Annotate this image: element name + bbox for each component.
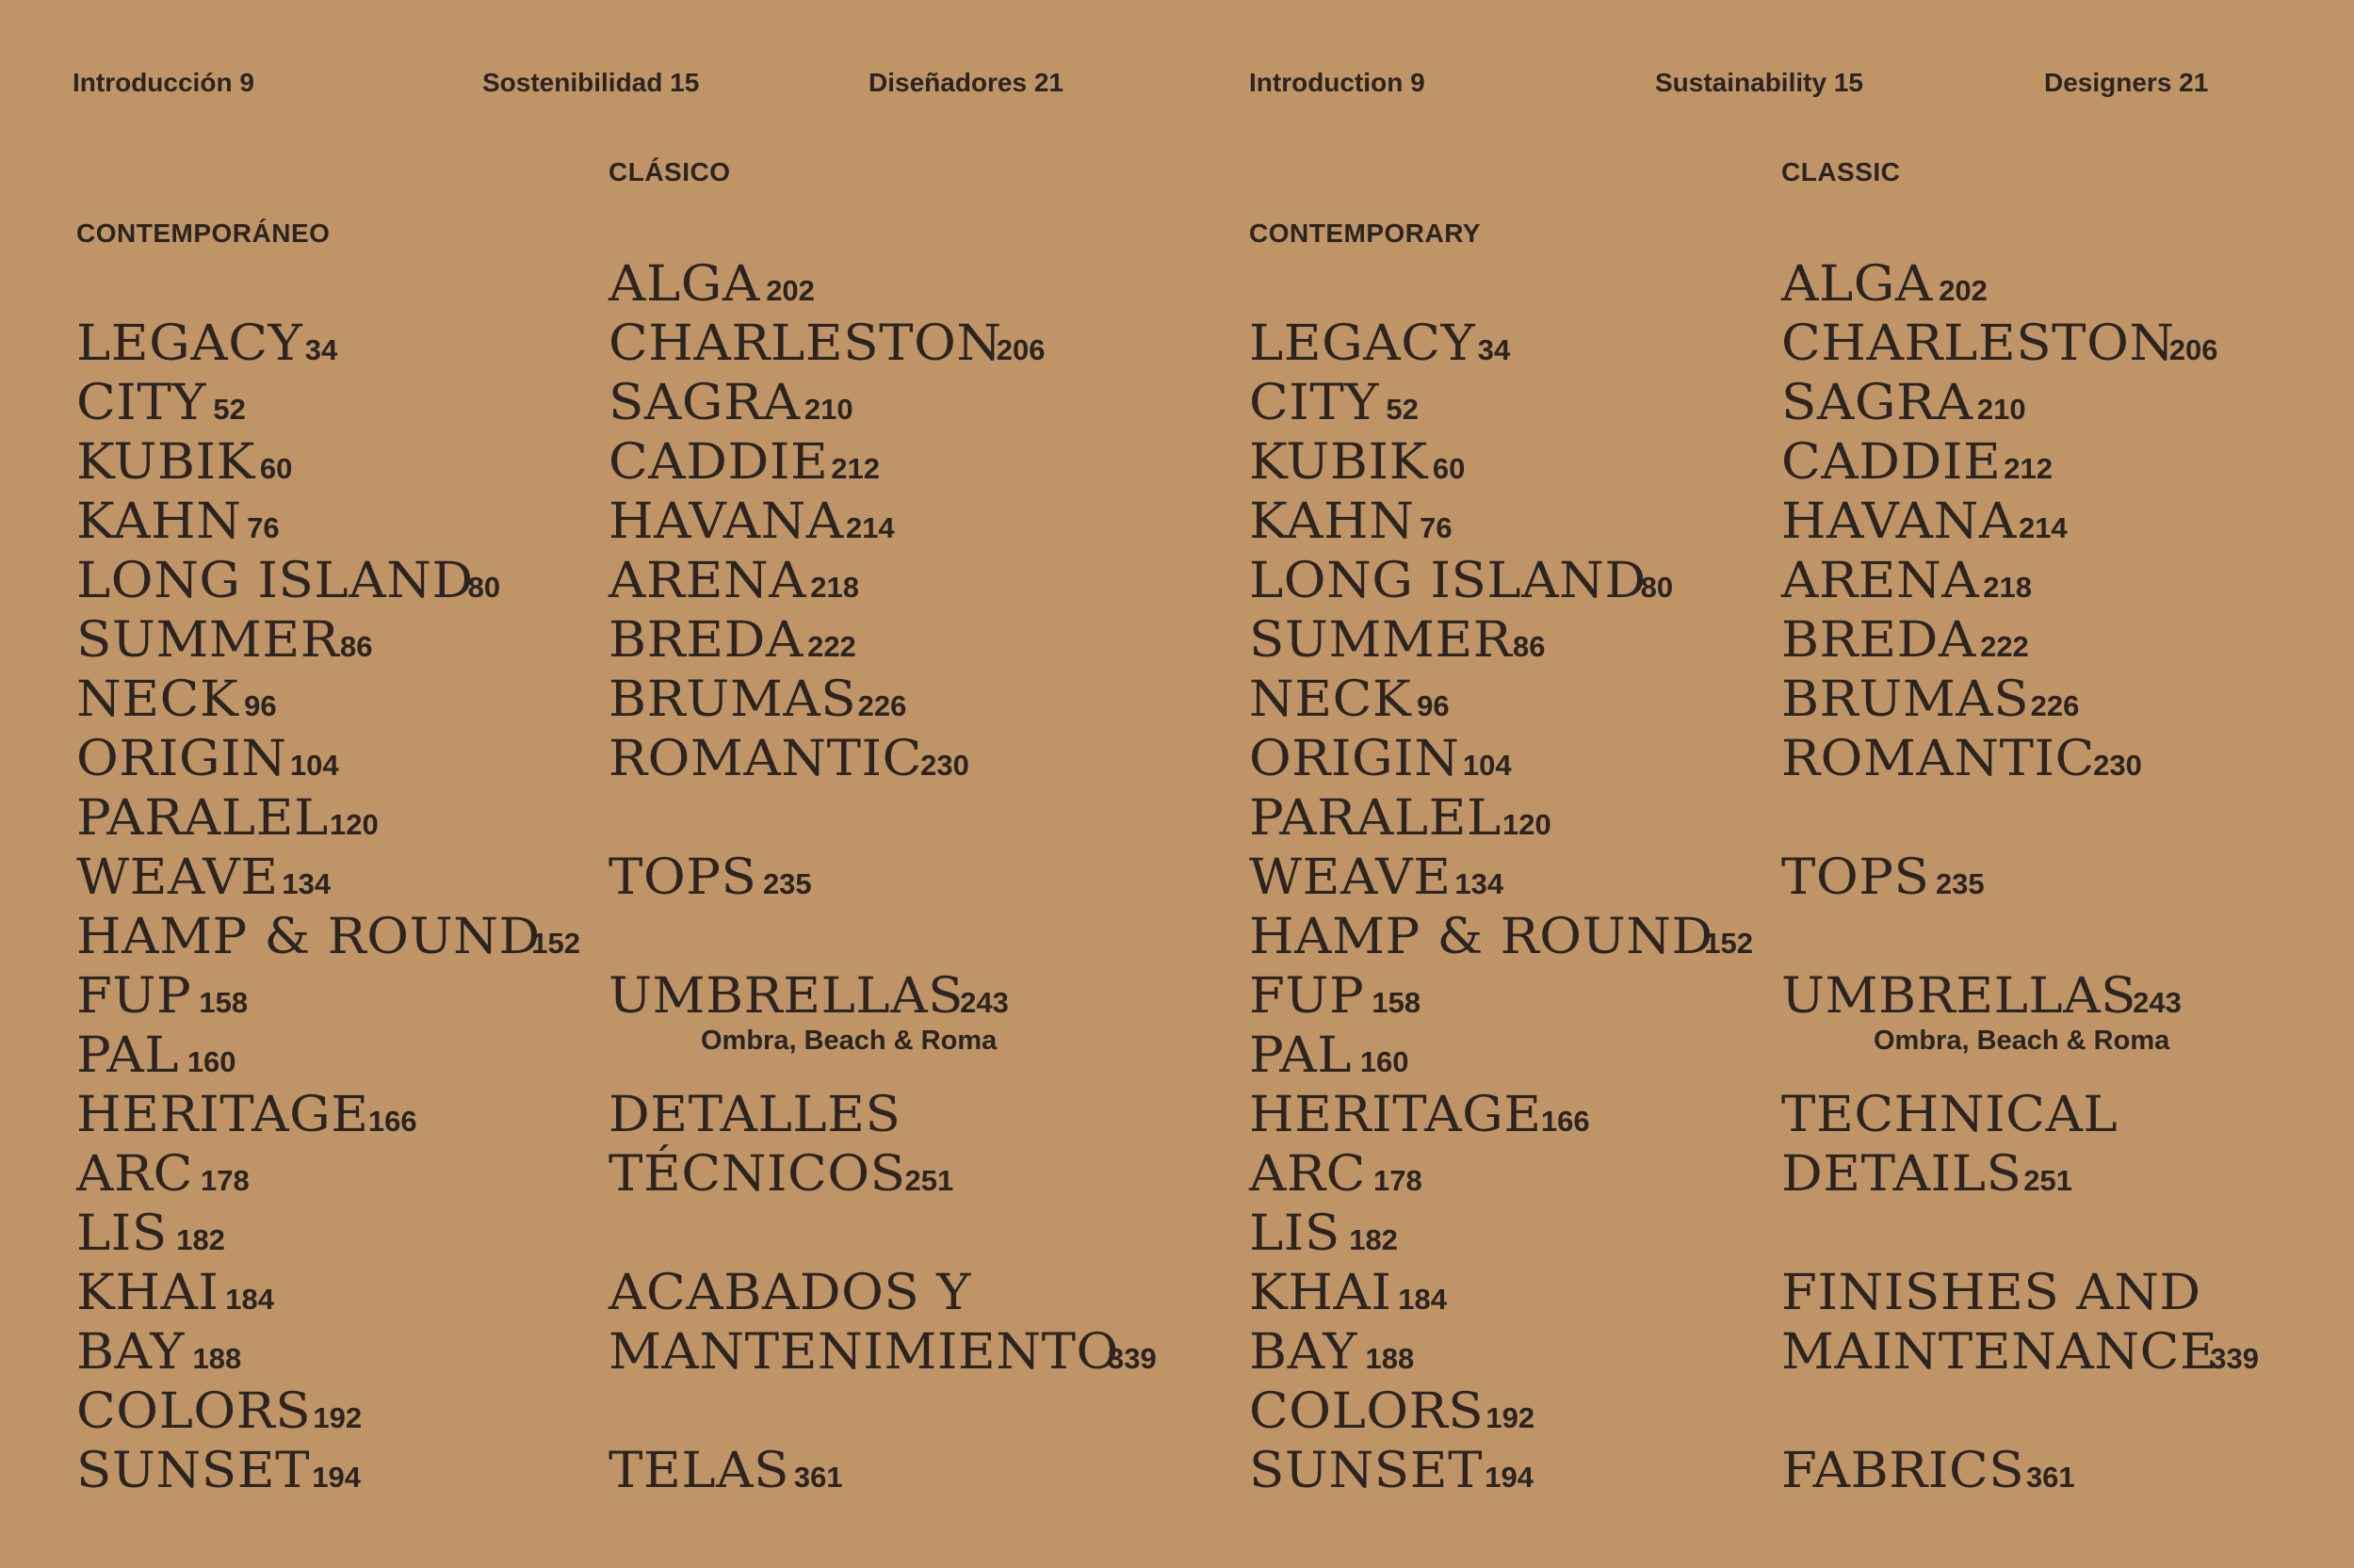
index-item-breda[interactable] — [1781, 611, 2259, 671]
item-name: SAGRA — [609, 375, 801, 431]
item-name: CITY — [76, 375, 206, 431]
item-page: 96 — [244, 689, 277, 722]
item-name: MANTENIMIENTO — [609, 1324, 1119, 1381]
item-name: PARALEL — [1249, 790, 1502, 847]
item-name: DETALLES — [609, 1087, 901, 1143]
item-page: 34 — [1477, 333, 1511, 366]
index-item-kubik[interactable] — [1249, 433, 1753, 493]
item-page: 192 — [313, 1401, 363, 1434]
item-name: WEAVE — [76, 849, 279, 906]
umbrellas-subtitle: Ombra, Beach & Roma — [701, 1026, 998, 1056]
item-name: UMBRELLAS — [609, 968, 965, 1025]
index-item-lis[interactable] — [76, 1204, 580, 1264]
item-page: 194 — [1485, 1461, 1534, 1494]
item-page: 34 — [304, 333, 338, 366]
item-page: 251 — [904, 1164, 954, 1197]
index-item-charleston[interactable] — [609, 315, 1157, 374]
item-name: KAHN — [1249, 493, 1415, 550]
nav-link-introduction[interactable]: Introduction 9 — [1249, 68, 1425, 97]
item-name: BRUMAS — [1781, 671, 2030, 728]
heading-clasico: CLÁSICO — [609, 157, 731, 186]
index-item-sagra[interactable] — [1781, 374, 2259, 433]
item-page: 178 — [201, 1164, 250, 1197]
index-item-hamp-round[interactable] — [76, 908, 580, 967]
item-name: DETAILS — [1781, 1146, 2022, 1203]
item-page: 76 — [1420, 511, 1453, 544]
item-page: 361 — [2025, 1461, 2075, 1494]
heading-contemporaneo: CONTEMPORÁNEO — [76, 218, 331, 248]
index-item-arc[interactable] — [76, 1145, 580, 1204]
index-item-brumas[interactable] — [1781, 671, 2259, 730]
spacer — [1781, 1204, 2259, 1264]
index-item-havana[interactable] — [609, 493, 1157, 552]
item-name: COLORS — [1249, 1383, 1485, 1440]
item-name: CITY — [1249, 375, 1379, 431]
item-name: ROMANTIC — [609, 731, 922, 787]
index-item-arena[interactable] — [609, 552, 1157, 611]
nav-link-introduccion[interactable]: Introducción 9 — [73, 68, 254, 97]
item-name: BAY — [76, 1324, 185, 1381]
item-page: 222 — [807, 630, 856, 663]
index-item-city[interactable] — [1249, 374, 1753, 433]
item-page: 152 — [531, 927, 581, 960]
index-item-colors[interactable] — [76, 1382, 580, 1442]
item-page: 86 — [340, 630, 373, 663]
index-item-kahn[interactable] — [1249, 493, 1753, 552]
item-name: CADDIE — [1781, 434, 2002, 491]
item-page: 192 — [1485, 1401, 1535, 1434]
item-page: 226 — [2030, 689, 2080, 722]
item-name: CHARLESTON — [609, 315, 1002, 372]
index-item-pal[interactable] — [76, 1026, 580, 1086]
item-page: 52 — [1386, 393, 1419, 426]
item-page: 202 — [1939, 274, 1988, 307]
item-page: 210 — [1976, 393, 2026, 426]
item-page: 230 — [2093, 749, 2142, 782]
item-name: KUBIK — [76, 434, 255, 491]
spacer — [1781, 1382, 2259, 1442]
index-item-caddie[interactable] — [1781, 433, 2259, 493]
item-name: PARALEL — [76, 790, 329, 847]
index-item-kahn[interactable] — [76, 493, 580, 552]
item-page: 104 — [1462, 749, 1512, 782]
index-item-summer[interactable] — [76, 611, 580, 671]
item-name: HAMP & ROUND — [1249, 909, 1713, 965]
item-page: 251 — [2023, 1164, 2072, 1197]
item-page: 212 — [831, 452, 880, 485]
index-item-umbrellas[interactable] — [609, 967, 1157, 1056]
spacer — [609, 908, 1157, 967]
index-item-havana[interactable] — [1781, 493, 2259, 552]
item-page: 222 — [1980, 630, 2029, 663]
index-item-heritage[interactable] — [1249, 1086, 1753, 1145]
item-name: BREDA — [1781, 612, 1976, 669]
item-page: 158 — [1372, 986, 1421, 1019]
index-item-finishes[interactable] — [1781, 1264, 2259, 1323]
item-name: WEAVE — [1249, 849, 1452, 906]
heading-classic: CLASSIC — [1781, 157, 1901, 186]
item-name: TOPS — [609, 849, 757, 906]
index-item-technical[interactable] — [1781, 1086, 2259, 1145]
index-item-neck[interactable] — [1249, 671, 1753, 730]
umbrellas-subtitle: Ombra, Beach & Roma — [1874, 1026, 2170, 1056]
item-name: SUNSET — [76, 1443, 311, 1499]
item-name: SUMMER — [1249, 612, 1513, 669]
item-name: PAL — [1249, 1027, 1353, 1084]
item-page: 76 — [247, 511, 280, 544]
item-page: 96 — [1417, 689, 1450, 722]
item-page: 86 — [1513, 630, 1546, 663]
item-page: 134 — [1454, 867, 1504, 900]
spacer — [1781, 789, 2259, 849]
item-page: 188 — [1365, 1342, 1415, 1375]
index-item-bay[interactable] — [1249, 1323, 1753, 1382]
index-item-detalles[interactable] — [609, 1086, 1157, 1145]
item-page: 182 — [176, 1223, 225, 1256]
item-page: 339 — [2210, 1342, 2260, 1375]
item-name: ARENA — [609, 553, 807, 609]
index-item-arc[interactable] — [1249, 1145, 1753, 1204]
index-item-alga[interactable] — [1781, 255, 2259, 315]
spacer — [1781, 908, 2259, 967]
index-item-sunset[interactable] — [1249, 1442, 1753, 1501]
item-page: 214 — [845, 511, 895, 544]
index-item-paralel[interactable] — [76, 789, 580, 849]
index-item-acabados[interactable] — [609, 1264, 1157, 1323]
item-page: 210 — [804, 393, 853, 426]
item-name: HERITAGE — [1249, 1087, 1542, 1143]
spacer — [609, 789, 1157, 849]
index-item-telas[interactable] — [609, 1442, 1157, 1501]
item-name: SAGRA — [1781, 375, 1973, 431]
item-name: BAY — [1249, 1324, 1357, 1381]
item-page: 166 — [367, 1105, 417, 1138]
index-item-long-island[interactable] — [1249, 552, 1753, 611]
item-page: 184 — [225, 1283, 275, 1316]
index-item-sunset[interactable] — [76, 1442, 580, 1501]
item-name: LEGACY — [1249, 315, 1476, 372]
item-page: 218 — [810, 571, 859, 604]
index-item-romantic[interactable] — [609, 730, 1157, 789]
clasico-list — [609, 255, 1157, 1501]
item-page: 184 — [1398, 1283, 1448, 1316]
item-name: ROMANTIC — [1781, 731, 2095, 787]
item-name: UMBRELLAS — [1781, 968, 2137, 1025]
index-item-maintenance[interactable] — [1781, 1323, 2259, 1382]
item-name: SUNSET — [1249, 1443, 1484, 1499]
item-name: LEGACY — [76, 315, 303, 372]
item-name: LONG ISLAND — [1249, 553, 1647, 609]
item-name: FUP — [76, 968, 192, 1025]
item-name: TELAS — [609, 1443, 790, 1499]
item-name: ALGA — [1781, 256, 1933, 313]
item-page: 230 — [920, 749, 969, 782]
index-item-kubik[interactable] — [76, 433, 580, 493]
index-item-summer[interactable] — [1249, 611, 1753, 671]
item-name: KHAI — [1249, 1265, 1392, 1321]
item-page: 206 — [996, 333, 1046, 366]
item-name: LIS — [76, 1205, 168, 1262]
item-page: 80 — [1640, 571, 1674, 604]
item-page: 235 — [1935, 867, 1985, 900]
item-page: 226 — [857, 689, 907, 722]
item-page: 212 — [2004, 452, 2053, 485]
item-page: 134 — [282, 867, 332, 900]
item-name: SUMMER — [76, 612, 340, 669]
index-item-fup[interactable] — [1249, 967, 1753, 1026]
item-name: ALGA — [609, 256, 760, 313]
index-item-city[interactable] — [76, 374, 580, 433]
item-name: FUP — [1249, 968, 1365, 1025]
index-item-khai[interactable] — [1249, 1264, 1753, 1323]
item-page: 120 — [1502, 808, 1551, 841]
index-item-weave[interactable] — [1249, 849, 1753, 908]
index-item-alga[interactable] — [609, 255, 1157, 315]
index-item-mantenimiento[interactable] — [609, 1323, 1157, 1382]
index-item-breda[interactable] — [609, 611, 1157, 671]
item-name: ARC — [76, 1146, 193, 1203]
index-item-fabrics[interactable] — [1781, 1442, 2259, 1501]
index-item-tops[interactable] — [609, 849, 1157, 908]
index-item-brumas[interactable] — [609, 671, 1157, 730]
index-item-legacy[interactable] — [1249, 315, 1753, 374]
index-item-lis[interactable] — [1249, 1204, 1753, 1264]
item-name: FABRICS — [1781, 1443, 2025, 1499]
item-page: 214 — [2018, 511, 2068, 544]
item-name: BRUMAS — [609, 671, 857, 728]
item-name: MAINTENANCE — [1781, 1324, 2218, 1381]
index-item-origin[interactable] — [76, 730, 580, 789]
item-page: 243 — [2133, 986, 2182, 1019]
item-name: BREDA — [609, 612, 804, 669]
index-item-weave[interactable] — [76, 849, 580, 908]
item-name: PAL — [76, 1027, 180, 1084]
index-item-tops[interactable] — [1781, 849, 2259, 908]
item-page: 194 — [312, 1461, 361, 1494]
index-item-long-island[interactable] — [76, 552, 580, 611]
item-page: 60 — [259, 452, 293, 485]
item-page: 218 — [1983, 571, 2032, 604]
index-item-caddie[interactable] — [609, 433, 1157, 493]
item-page: 120 — [330, 808, 379, 841]
item-name: ACABADOS Y — [609, 1265, 971, 1321]
item-page: 182 — [1349, 1223, 1398, 1256]
item-name: NECK — [76, 671, 239, 728]
heading-contemporary: CONTEMPORARY — [1249, 218, 1482, 248]
item-page: 178 — [1373, 1164, 1422, 1197]
item-page: 188 — [192, 1342, 242, 1375]
item-name: CHARLESTON — [1781, 315, 2175, 372]
item-page: 52 — [213, 393, 246, 426]
item-page: 243 — [960, 986, 1009, 1019]
index-item-colors[interactable] — [1249, 1382, 1753, 1442]
item-name: KAHN — [76, 493, 242, 550]
item-page: 160 — [1359, 1045, 1409, 1078]
index-item-pal[interactable] — [1249, 1026, 1753, 1086]
item-name: KHAI — [76, 1265, 219, 1321]
contemporary-list — [1249, 315, 1753, 1501]
index-item-details[interactable] — [1781, 1145, 2259, 1204]
classic-list — [1781, 255, 2259, 1501]
item-name: HAMP & ROUND — [76, 909, 541, 965]
index-item-charleston[interactable] — [1781, 315, 2259, 374]
index-item-sagra[interactable] — [609, 374, 1157, 433]
index-item-bay[interactable] — [76, 1323, 580, 1382]
item-name: HERITAGE — [76, 1087, 369, 1143]
item-page: 60 — [1432, 452, 1466, 485]
item-name: LONG ISLAND — [76, 553, 474, 609]
item-page: 152 — [1704, 927, 1754, 960]
contemporaneo-list — [76, 315, 580, 1501]
nav-link-disenadores[interactable]: Diseñadores 21 — [869, 68, 1063, 97]
nav-link-sostenibilidad[interactable]: Sostenibilidad 15 — [482, 68, 700, 97]
spacer — [609, 1382, 1157, 1442]
item-name: FINISHES AND — [1781, 1265, 2201, 1321]
index-item-fup[interactable] — [76, 967, 580, 1026]
item-name: TOPS — [1781, 849, 1930, 906]
index-item-heritage[interactable] — [76, 1086, 580, 1145]
index-item-neck[interactable] — [76, 671, 580, 730]
item-page: 104 — [289, 749, 339, 782]
spacer — [609, 1204, 1157, 1264]
index-item-umbrellas[interactable] — [1781, 967, 2259, 1056]
item-name: ORIGIN — [1249, 731, 1460, 787]
index-item-hamp-round[interactable] — [1249, 908, 1753, 967]
item-page: 202 — [766, 274, 815, 307]
nav-link-sustainability[interactable]: Sustainability 15 — [1655, 68, 1863, 97]
item-page: 339 — [1108, 1342, 1157, 1375]
index-item-tecnicos[interactable] — [609, 1145, 1157, 1204]
item-page: 158 — [199, 986, 249, 1019]
item-page: 160 — [187, 1045, 236, 1078]
item-name: COLORS — [76, 1383, 312, 1440]
item-name: TÉCNICOS — [609, 1146, 906, 1203]
index-item-legacy[interactable] — [76, 315, 580, 374]
item-name: HAVANA — [609, 493, 844, 550]
item-name: ARC — [1249, 1146, 1366, 1203]
item-name: HAVANA — [1781, 493, 2017, 550]
index-item-paralel[interactable] — [1249, 789, 1753, 849]
item-name: CADDIE — [609, 434, 829, 491]
index-item-khai[interactable] — [76, 1264, 580, 1323]
item-name: TECHNICAL — [1781, 1087, 2119, 1143]
nav-link-designers[interactable]: Designers 21 — [2044, 68, 2209, 97]
index-item-arena[interactable] — [1781, 552, 2259, 611]
index-item-origin[interactable] — [1249, 730, 1753, 789]
item-page: 166 — [1540, 1105, 1590, 1138]
item-name: NECK — [1249, 671, 1412, 728]
item-name: ORIGIN — [76, 731, 287, 787]
index-item-romantic[interactable] — [1781, 730, 2259, 789]
item-page: 206 — [2168, 333, 2218, 366]
item-name: ARENA — [1781, 553, 1980, 609]
item-page: 361 — [793, 1461, 843, 1494]
item-name: LIS — [1249, 1205, 1340, 1262]
item-name: KUBIK — [1249, 434, 1428, 491]
item-page: 235 — [762, 867, 812, 900]
item-page: 80 — [467, 571, 501, 604]
